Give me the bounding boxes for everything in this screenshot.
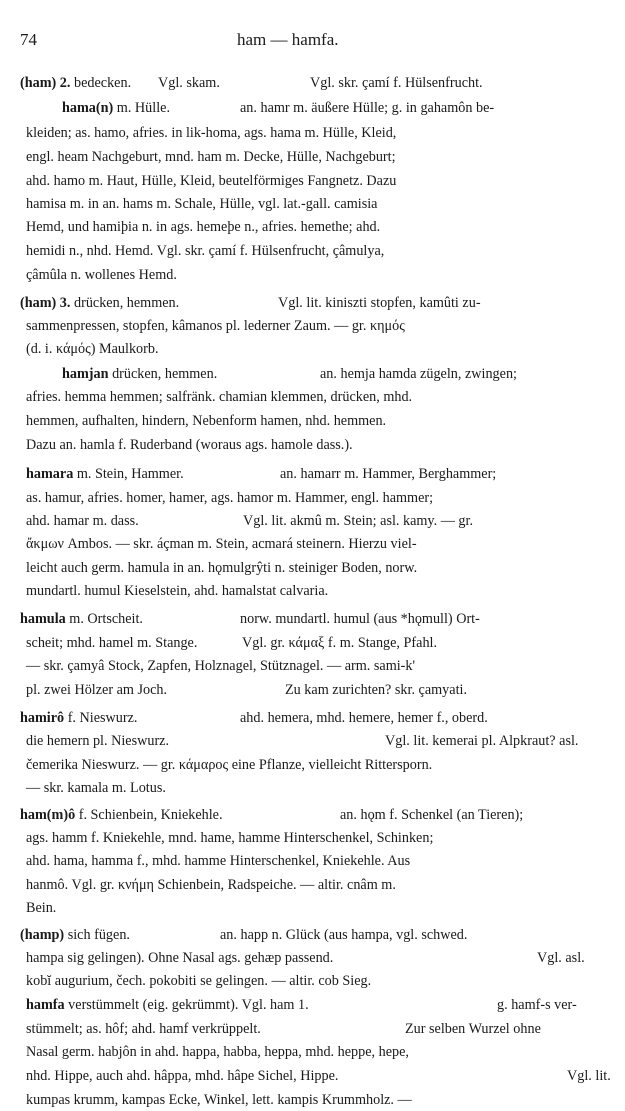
entry-text: Zur selben Wurzel ohne	[405, 1021, 541, 1037]
entry-line	[0, 1041, 625, 1063]
entry-line	[0, 850, 625, 872]
entry-text: afries. hemma hemmen; salfränk. chamian klemmen, drücken, mhd.	[26, 389, 413, 405]
entry-line	[0, 580, 625, 602]
entry-text: g. hamf-s ver-	[497, 997, 577, 1013]
entry-line	[0, 970, 625, 992]
entry-text: Vgl. asl.	[537, 950, 585, 966]
entry-text: ahd. hamar m. dass.	[26, 513, 139, 529]
entry-line	[0, 777, 625, 799]
entry-line	[0, 363, 625, 385]
entry-line	[0, 386, 625, 408]
headword: ham(m)ô f. Schienbein, Kniekehle.	[20, 807, 223, 823]
entry-text: leicht auch germ. hamula in an. hǫmulgrŷti n. steiniger Boden, norw.	[26, 560, 418, 576]
entry-line	[0, 730, 625, 752]
entry-line	[0, 947, 625, 969]
entry-line	[0, 170, 625, 192]
entry-text: an. hǫm f. Schenkel (an Tieren);	[340, 807, 524, 823]
entry-line	[0, 632, 625, 654]
entry-line	[0, 874, 625, 896]
entry-text: nhd. Hippe, auch ahd. hâppa, mhd. hâpe Sichel, Hippe.	[26, 1068, 339, 1084]
entry-text: Zu kam zurichten? skr. çamyati.	[285, 682, 468, 698]
headword: (hamp) sich fügen.	[20, 927, 130, 943]
entry-line	[0, 487, 625, 509]
entry-text: hemmen, aufhalten, hindern, Nebenform hamen, nhd. hemmen.	[26, 413, 387, 429]
headword: hamjan drücken, hemmen.	[62, 366, 218, 382]
entry-line	[0, 1089, 625, 1111]
entry-text: çâmûla n. wollenes Hemd.	[26, 267, 177, 283]
entry-line	[0, 240, 625, 262]
headword: hamula m. Ortscheit.	[20, 611, 143, 627]
entry-line	[0, 994, 625, 1016]
entry-line	[0, 72, 625, 94]
entry-text: scheit; mhd. hamel m. Stange.	[26, 635, 198, 651]
entry-line	[0, 897, 625, 919]
entry-text: Vgl. lit. kemerai pl. Alpkraut? asl.	[385, 733, 579, 749]
entry-text: kleiden; as. hamo, afries. in lik-homa, ags. hama m. Hülle, Kleid,	[26, 125, 397, 141]
entry-line	[0, 754, 625, 776]
entry-text: ahd. hama, hamma f., mhd. hamme Hinterschenkel, Kniekehle. Aus	[26, 853, 411, 869]
entry-text: hemidi n., nhd. Hemd. Vgl. skr. çamí f. Hülsenfrucht, çâmulya,	[26, 243, 385, 259]
headword: hamfa verstümmelt (eig. gekrümmt). Vgl. ham 1.	[26, 997, 309, 1013]
entry-line	[0, 827, 625, 849]
entry-text: mundartl. humul Kieselstein, ahd. hamalstat calvaria.	[26, 583, 329, 599]
entry-line	[0, 679, 625, 701]
entry-line	[0, 533, 625, 555]
entry-text: Vgl. lit. akmû m. Stein; asl. kamy. — gr.	[243, 513, 474, 529]
entry-text: Dazu an. hamla f. Ruderband (woraus ags. hamole dass.).	[26, 437, 353, 453]
entry-line	[0, 1065, 625, 1087]
headword: (ham) 2. bedecken.	[20, 75, 132, 91]
entry-text: die hemern pl. Nieswurz.	[26, 733, 170, 749]
entry-text: (d. i. κάμός) Maulkorb.	[26, 341, 159, 357]
entry-text: kobĭ augurium, čech. pokobiti se gelingen. — altir. cob Sieg.	[26, 973, 372, 989]
entry-line	[0, 410, 625, 432]
entry-text: ahd. hamo m. Haut, Hülle, Kleid, beutelförmiges Fangnetz. Dazu	[26, 173, 397, 189]
entry-text: Vgl. lit.	[567, 1068, 611, 1084]
entry-text: an. hamarr m. Hammer, Berghammer;	[280, 466, 497, 482]
entry-text: Nasal germ. habjôn in ahd. happa, habba, heppa, mhd. heppe, hepe,	[26, 1044, 409, 1060]
entry-line	[0, 557, 625, 579]
entry-text: hanmô. Vgl. gr. κνήμη Schienbein, Radspeiche. — altir. cnâm m.	[26, 877, 396, 893]
entry-line	[0, 707, 625, 729]
entry-line	[0, 97, 625, 119]
entry-text: pl. zwei Hölzer am Joch.	[26, 682, 168, 698]
entry-text: an. hemja hamda zügeln, zwingen;	[320, 366, 517, 382]
entry-text: hampa sig gelingen). Ohne Nasal ags. gehæp passend.	[26, 950, 334, 966]
entry-line	[0, 122, 625, 144]
entry-text: čemerika Nieswurz. — gr. κάμαρος eine Pflanze, vielleicht Rittersporn.	[26, 757, 433, 773]
entry-text: Bein.	[26, 900, 57, 916]
entry-text: ahd. hemera, mhd. hemere, hemer f., oberd.	[240, 710, 488, 726]
entry-text: norw. mundartl. humul (aus *hǫmull) Ort-	[240, 611, 480, 627]
entry-text: Vgl. lit. kiniszti stopfen, kamûti zu-	[278, 295, 481, 311]
headword: (ham) 3. drücken, hemmen.	[20, 295, 180, 311]
headword: hama(n) m. Hülle.	[62, 100, 170, 116]
entry-line	[0, 193, 625, 215]
entry-line	[0, 463, 625, 485]
entry-text: ags. hamm f. Kniekehle, mnd. hame, hamme Hinterschenkel, Schinken;	[26, 830, 434, 846]
entry-text: — skr. çamyâ Stock, Zapfen, Holznagel, Stütznagel. — arm. sami-k'	[26, 658, 416, 674]
entry-text: as. hamur, afries. homer, hamer, ags. hamor m. Hammer, engl. hammer;	[26, 490, 434, 506]
entry-line	[0, 264, 625, 286]
entry-text: Hemd, und hamiþia n. in ags. hemeþe n., afries. hemethe; ahd.	[26, 219, 381, 235]
entry-text: stümmelt; as. hôf; ahd. hamf verkrüppelt.	[26, 1021, 261, 1037]
entry-text: an. happ n. Glück (aus hampa, vgl. schwed.	[220, 927, 468, 943]
entry-line	[0, 292, 625, 314]
entry-text: kumpas krumm, kampas Ecke, Winkel, lett. kampis Krummholz. —	[26, 1092, 412, 1108]
entry-text: — skr. kamala m. Lotus.	[26, 780, 166, 796]
entry-line	[0, 510, 625, 532]
entry-text: Vgl. skr. çamí f. Hülsenfrucht.	[310, 75, 483, 91]
entry-text: Vgl. skam.	[158, 75, 220, 91]
entry-line	[0, 338, 625, 360]
entry-line	[0, 146, 625, 168]
headword: hamara m. Stein, Hammer.	[26, 466, 184, 482]
entry-text: sammenpressen, stopfen, kâmanos pl. lederner Zaum. — gr. κημός	[26, 318, 405, 334]
entry-text: ἄκμων Ambos. — skr. áçman m. Stein, acmará steinern. Hierzu viel-	[26, 536, 417, 552]
entry-line	[0, 315, 625, 337]
entry-text: hamisa m. in an. hams m. Schale, Hülle, vgl. lat.-gall. camisia	[26, 196, 378, 212]
entry-text: engl. heam Nachgeburt, mnd. ham m. Decke, Hülle, Nachgeburt;	[26, 149, 396, 165]
running-head: ham — hamfa.	[237, 30, 339, 49]
entry-line	[0, 216, 625, 238]
entry-line	[0, 924, 625, 946]
entry-line	[0, 1018, 625, 1040]
entry-line	[0, 608, 625, 630]
headword: hamirô f. Nieswurz.	[20, 710, 138, 726]
entry-line	[0, 434, 625, 456]
entry-text: Vgl. gr. κάμαξ f. m. Stange, Pfahl.	[242, 635, 438, 651]
entry-line	[0, 804, 625, 826]
page-number: 74	[20, 30, 37, 49]
entry-line	[0, 655, 625, 677]
entry-text: an. hamr m. äußere Hülle; g. in gahamôn be-	[240, 100, 495, 116]
